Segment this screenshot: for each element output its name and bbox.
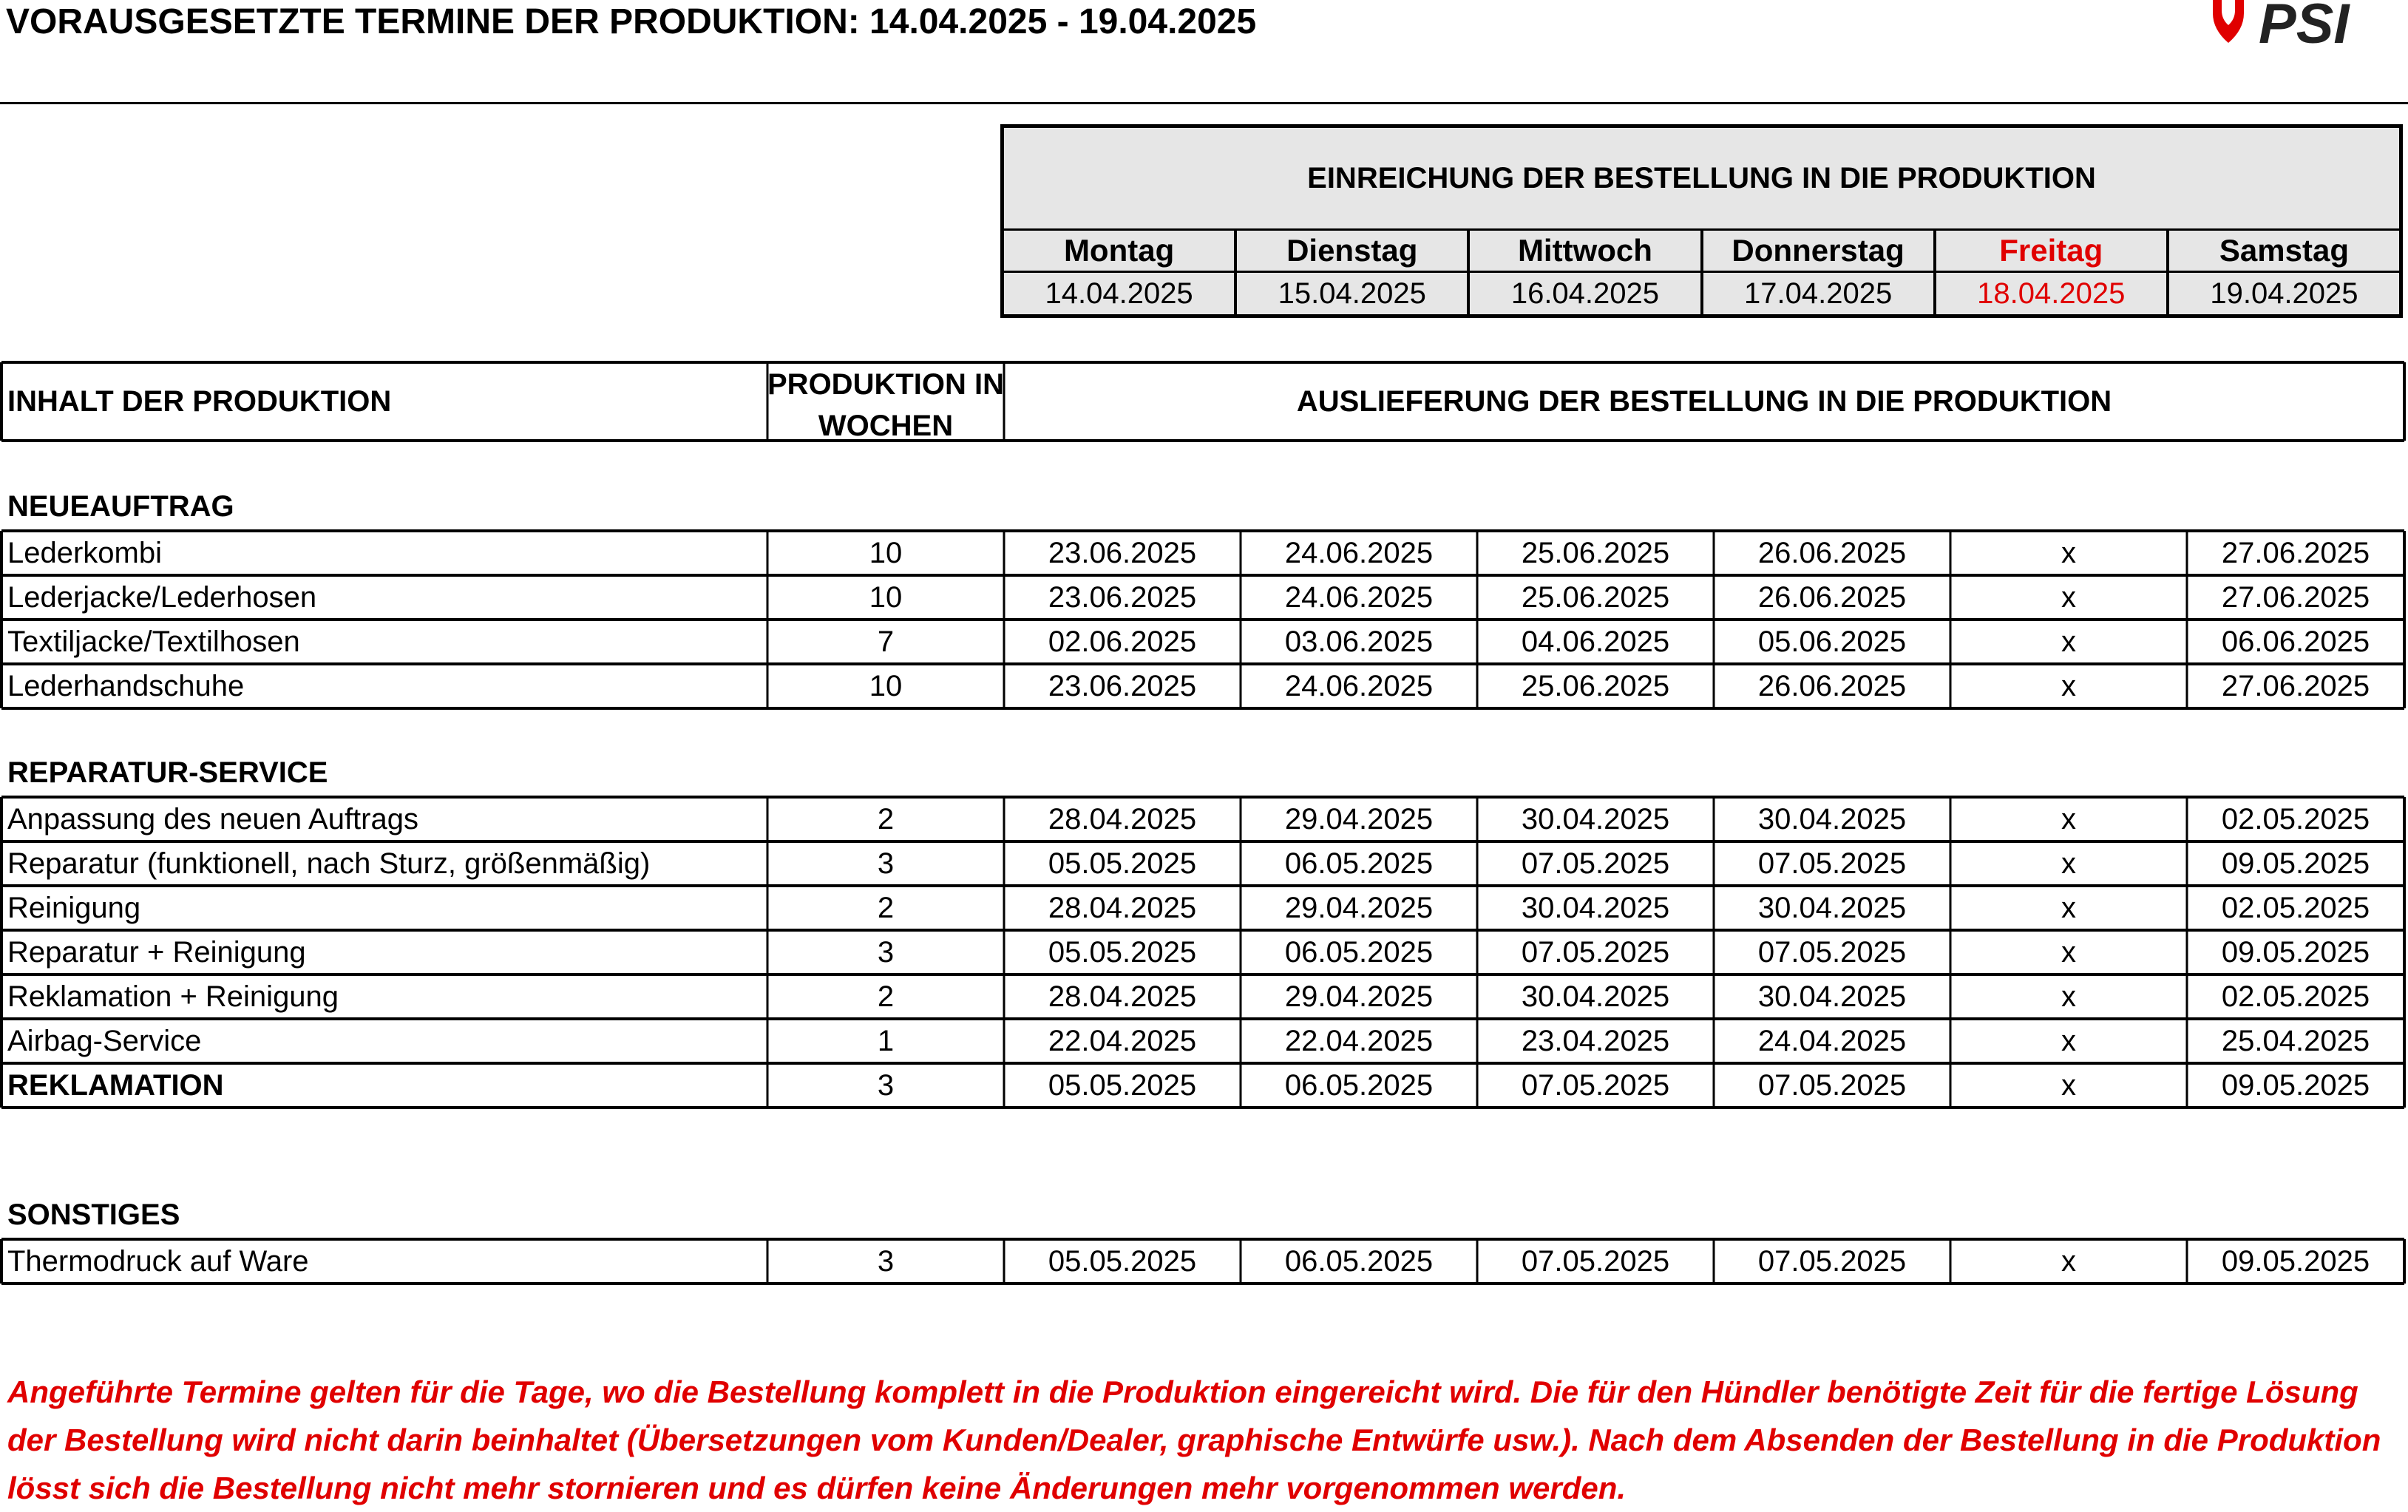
- row-delivery-date: x: [2061, 803, 2076, 835]
- row-delivery-date: 05.05.2025: [1048, 936, 1197, 969]
- row-weeks: 2: [877, 980, 895, 1013]
- row-delivery-date: x: [2061, 670, 2076, 702]
- row-delivery-date: 23.06.2025: [1048, 670, 1197, 702]
- row-delivery-date: 26.06.2025: [1757, 670, 1907, 702]
- row-delivery-date: 09.05.2025: [2221, 1245, 2370, 1278]
- row-delivery-date: 05.05.2025: [1048, 847, 1197, 880]
- row-weeks: 2: [877, 803, 895, 835]
- row-delivery-date: 07.05.2025: [1757, 1069, 1907, 1102]
- row-delivery-date: x: [2061, 1069, 2076, 1102]
- row-label: Lederhandschuhe: [7, 670, 245, 702]
- row-label: Reparatur (funktionell, nach Sturz, größenmäßig): [7, 847, 651, 880]
- row-delivery-date: 07.05.2025: [1521, 1069, 1670, 1102]
- row-label: REKLAMATION: [7, 1069, 224, 1102]
- row-delivery-date: 24.06.2025: [1284, 537, 1434, 569]
- row-delivery-date: 06.06.2025: [2221, 626, 2370, 658]
- row-delivery-date: 07.05.2025: [1521, 847, 1670, 880]
- row-delivery-date: 26.06.2025: [1757, 581, 1907, 614]
- row-delivery-date: 24.06.2025: [1284, 670, 1434, 702]
- row-delivery-date: 25.06.2025: [1521, 537, 1670, 569]
- section-title: SONSTIGES: [7, 1199, 180, 1231]
- row-delivery-date: 05.05.2025: [1048, 1069, 1197, 1102]
- row-delivery-date: 22.04.2025: [1048, 1025, 1197, 1057]
- weekday-cell: Donnerstag: [1703, 231, 1936, 271]
- submission-date-cell: 15.04.2025: [1237, 273, 1470, 314]
- row-delivery-date: x: [2061, 847, 2076, 880]
- row-label: Reklamation + Reinigung: [7, 980, 339, 1013]
- column-header-delivery: AUSLIEFERUNG DER BESTELLUNG IN DIE PRODUKTION: [1296, 385, 2112, 418]
- row-delivery-date: 26.06.2025: [1757, 537, 1907, 569]
- row-delivery-date: x: [2061, 936, 2076, 969]
- row-label: Anpassung des neuen Auftrags: [7, 803, 418, 835]
- row-delivery-date: x: [2061, 581, 2076, 614]
- footnote: Angeführte Termine gelten für die Tage, wo die Bestellung komplett in die Produktion eingereicht wird. Die für den Hündler benötigte Zeit für die fertige Lösung der Bestellung wird nicht darin beinhaltet (Übersetzungen vom Kunden/Dealer, graphische Entwürfe usw.). Nach dem Absenden der Bestellung in die Produktion lösst sich die Bestellung nicht mehr stornieren und es dürfen keine Änderungen mehr vorgenommen werden.: [7, 1374, 2381, 1505]
- row-delivery-date: 23.04.2025: [1521, 1025, 1670, 1057]
- submission-date-cell: 16.04.2025: [1470, 273, 1703, 314]
- row-delivery-date: 03.06.2025: [1284, 626, 1434, 658]
- row-delivery-date: 30.04.2025: [1757, 803, 1907, 835]
- row-delivery-date: x: [2061, 537, 2076, 569]
- row-delivery-date: 28.04.2025: [1048, 980, 1197, 1013]
- weekday-cell-highlight: Freitag: [1936, 231, 2169, 271]
- row-delivery-date: x: [2061, 626, 2076, 658]
- row-weeks: 10: [869, 581, 903, 614]
- row-delivery-date: 30.04.2025: [1521, 892, 1670, 924]
- row-delivery-date: 06.05.2025: [1284, 1245, 1434, 1278]
- row-delivery-date: 30.04.2025: [1521, 803, 1670, 835]
- row-label: Reparatur + Reinigung: [7, 936, 306, 969]
- row-delivery-date: 29.04.2025: [1284, 980, 1434, 1013]
- submission-date-cell: 19.04.2025: [2210, 277, 2358, 310]
- row-delivery-date: 22.04.2025: [1284, 1025, 1434, 1057]
- row-delivery-date: 05.06.2025: [1757, 626, 1907, 658]
- row-delivery-date: 04.06.2025: [1521, 626, 1670, 658]
- column-header-weeks: PRODUKTION IN WOCHEN: [767, 368, 1004, 442]
- row-delivery-date: 05.05.2025: [1048, 1245, 1197, 1278]
- row-delivery-date: 09.05.2025: [2221, 847, 2370, 880]
- row-label: Textiljacke/Textilhosen: [7, 626, 300, 658]
- row-weeks: 3: [877, 1245, 895, 1278]
- row-delivery-date: 24.04.2025: [1757, 1025, 1907, 1057]
- row-delivery-date: 29.04.2025: [1284, 892, 1434, 924]
- row-delivery-date: 02.05.2025: [2221, 892, 2370, 924]
- row-delivery-date: 23.06.2025: [1048, 537, 1197, 569]
- page-title: VORAUSGESETZTE TERMINE DER PRODUKTION: 14.04.2025 - 19.04.2025: [6, 2, 1257, 41]
- row-weeks: 7: [877, 626, 895, 658]
- row-delivery-date: 09.05.2025: [2221, 936, 2370, 969]
- row-weeks: 3: [877, 936, 895, 969]
- row-delivery-date: 06.05.2025: [1284, 847, 1434, 880]
- row-delivery-date: 27.06.2025: [2221, 581, 2370, 614]
- row-weeks: 2: [877, 892, 895, 924]
- section-title: NEUEAUFTRAG: [7, 490, 234, 523]
- row-delivery-date: 07.05.2025: [1757, 1245, 1907, 1278]
- row-weeks: 10: [869, 537, 903, 569]
- weekday-cell: Dienstag: [1237, 231, 1470, 271]
- row-delivery-date: 29.04.2025: [1284, 803, 1434, 835]
- row-delivery-date: 27.06.2025: [2221, 537, 2370, 569]
- row-delivery-date: 02.06.2025: [1048, 626, 1197, 658]
- row-delivery-date: 07.05.2025: [1521, 1245, 1670, 1278]
- row-delivery-date: 27.06.2025: [2221, 670, 2370, 702]
- column-header-content: INHALT DER PRODUKTION: [7, 385, 392, 418]
- section-title: REPARATUR-SERVICE: [7, 756, 328, 789]
- submission-date-cell: 17.04.2025: [1703, 273, 1936, 314]
- row-label: Thermodruck auf Ware: [7, 1245, 309, 1278]
- row-weeks: 3: [877, 1069, 895, 1102]
- row-delivery-date: 07.05.2025: [1521, 936, 1670, 969]
- row-delivery-date: 02.05.2025: [2221, 803, 2370, 835]
- row-delivery-date: 30.04.2025: [1757, 980, 1907, 1013]
- row-delivery-date: 02.05.2025: [2221, 980, 2370, 1013]
- row-delivery-date: 28.04.2025: [1048, 892, 1197, 924]
- weekday-cell: Samstag: [2219, 233, 2349, 268]
- weekday-cell: Montag: [1004, 231, 1237, 271]
- weekday-cell: Mittwoch: [1470, 231, 1703, 271]
- row-delivery-date: 06.05.2025: [1284, 936, 1434, 969]
- row-delivery-date: 30.04.2025: [1521, 980, 1670, 1013]
- row-delivery-date: 24.06.2025: [1284, 581, 1434, 614]
- submission-date-cell-highlight: 18.04.2025: [1936, 273, 2169, 314]
- row-delivery-date: x: [2061, 1025, 2076, 1057]
- row-label: Reinigung: [7, 892, 141, 924]
- row-delivery-date: x: [2061, 980, 2076, 1013]
- row-label: Lederjacke/Lederhosen: [7, 581, 317, 614]
- svg-text:PSI: PSI: [2259, 0, 2350, 52]
- row-delivery-date: 25.06.2025: [1521, 670, 1670, 702]
- row-weeks: 1: [877, 1025, 895, 1057]
- row-delivery-date: x: [2061, 892, 2076, 924]
- row-delivery-date: 06.05.2025: [1284, 1069, 1434, 1102]
- row-weeks: 3: [877, 847, 895, 880]
- row-delivery-date: 25.06.2025: [1521, 581, 1670, 614]
- row-delivery-date: 09.05.2025: [2221, 1069, 2370, 1102]
- row-delivery-date: 28.04.2025: [1048, 803, 1197, 835]
- row-delivery-date: 25.04.2025: [2221, 1025, 2370, 1057]
- row-label: Airbag-Service: [7, 1025, 202, 1057]
- row-delivery-date: x: [2061, 1245, 2076, 1278]
- row-delivery-date: 23.06.2025: [1048, 581, 1197, 614]
- row-delivery-date: 30.04.2025: [1757, 892, 1907, 924]
- submission-heading: EINREICHUNG DER BESTELLUNG IN DIE PRODUKTION: [1004, 128, 2399, 231]
- row-delivery-date: 07.05.2025: [1757, 936, 1907, 969]
- row-delivery-date: 07.05.2025: [1757, 847, 1907, 880]
- submission-date-cell: 14.04.2025: [1004, 273, 1237, 314]
- row-label: Lederkombi: [7, 537, 163, 569]
- row-weeks: 10: [869, 670, 903, 702]
